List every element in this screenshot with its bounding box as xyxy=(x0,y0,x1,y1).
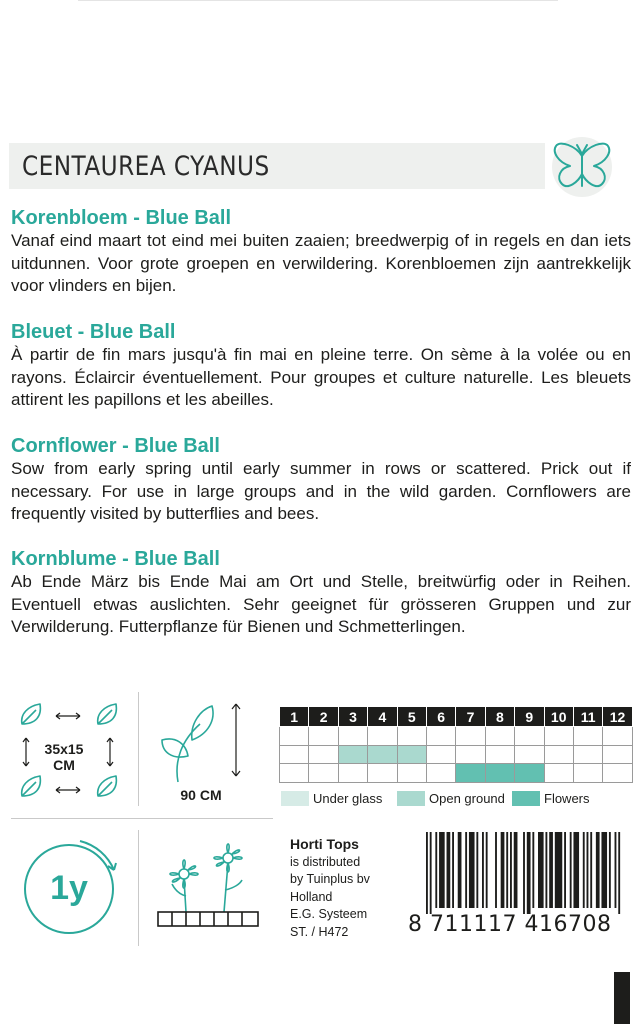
calendar-cell xyxy=(368,764,397,783)
legend-open-ground xyxy=(397,789,505,807)
calendar-month: 2 xyxy=(309,707,338,727)
calendar-cell xyxy=(515,727,544,746)
barcode-bar xyxy=(618,832,620,914)
legend-swatch xyxy=(281,791,309,806)
calendar-month: 12 xyxy=(603,707,632,727)
distributor-info xyxy=(290,836,370,941)
barcode-bar xyxy=(523,832,525,914)
legend-label: Flowers xyxy=(544,790,590,806)
barcode-bar xyxy=(587,832,589,908)
barcode-bar xyxy=(615,832,617,908)
calendar-cell xyxy=(426,764,455,783)
section-english xyxy=(11,434,631,526)
section-text: Sow from early spring until early summer in rows or scattered. Prick out if necessary. For use in large groups and in the wild garden. Cornflowers are frequently visited by butterflies and bees. xyxy=(11,459,631,523)
calendar-row-flowers xyxy=(280,764,633,783)
calendar-month: 1 xyxy=(280,707,309,727)
calendar-cell xyxy=(485,727,514,746)
barcode-bar xyxy=(590,832,592,908)
legend-label: Open ground xyxy=(429,790,505,806)
calendar-month: 10 xyxy=(544,707,573,727)
section-german xyxy=(11,547,631,639)
section-french xyxy=(11,320,631,412)
calendar-cell xyxy=(338,764,367,783)
barcode-bar xyxy=(549,832,553,908)
calendar-cell xyxy=(515,764,544,783)
calendar-cell xyxy=(456,764,485,783)
calendar-month: 8 xyxy=(485,707,514,727)
calendar-cell xyxy=(573,727,602,746)
calendar-row-under-glass xyxy=(280,727,633,746)
distributor-line: Holland xyxy=(290,889,333,904)
section-dutch xyxy=(11,206,631,298)
section-text: À partir de fin mars jusqu'à fin mai en pleine terre. On sème à la volée ou en rayons. Éclaircir éventuellement. Pour groupes et culture naturelle. Les bleuets attirent les papillons et les abeilles. xyxy=(11,345,631,409)
calendar-cell xyxy=(280,764,309,783)
barcode-bar xyxy=(452,832,454,908)
legend-under-glass xyxy=(281,789,382,807)
calendar-cell xyxy=(485,745,514,764)
barcode-bar xyxy=(469,832,475,908)
calendar-cell xyxy=(485,764,514,783)
calendar-cell xyxy=(515,745,544,764)
spacing-line2: CM xyxy=(53,757,75,773)
barcode-bar xyxy=(495,832,497,908)
plant-height-icon xyxy=(154,700,254,784)
calendar-cell xyxy=(280,727,309,746)
calendar-cell xyxy=(573,764,602,783)
calendar-cell xyxy=(544,727,573,746)
barcode-bar xyxy=(439,832,445,908)
icon-divider-horizontal xyxy=(11,818,273,819)
calendar-cell xyxy=(573,745,602,764)
section-text: Ab Ende März bis Ende Mai am Ort und Stelle, breitwürfig oder in Reihen. Eventuell etwas auslichten. Sehr geeignet für grösseren Gruppen und zur Verwilderung. Futterpflanze für Bienen und Schmetterlingen. xyxy=(11,572,631,636)
distributor-line: ST. / H472 xyxy=(290,924,349,939)
calendar-cell xyxy=(456,745,485,764)
calendar-cell xyxy=(397,745,426,764)
barcode-bar xyxy=(555,832,562,908)
calendar-cell xyxy=(280,745,309,764)
legend-flowers xyxy=(512,789,590,807)
section-text: Vanaf eind maart tot eind mei buiten zaaien; breedwerpig of in regels en dan iets uitdunnen. Voor grote groepen en verwildering. Korenbloemen zijn aantrekkelijk voor vlinders en bijen. xyxy=(11,231,631,295)
seed-tray-icon xyxy=(150,834,266,940)
barcode-bar xyxy=(458,832,462,908)
barcode-bar xyxy=(601,832,607,908)
distributor-line: E.G. Systeem xyxy=(290,907,368,921)
calendar-month: 5 xyxy=(397,707,426,727)
calendar-cell xyxy=(338,745,367,764)
calendar-month: 9 xyxy=(515,707,544,727)
calendar-cell xyxy=(368,745,397,764)
plant-height-value: 90 CM xyxy=(180,787,222,803)
calendar-cell xyxy=(368,727,397,746)
barcode-bar xyxy=(609,832,611,908)
barcode-bar xyxy=(596,832,600,908)
brand-name: Horti Tops xyxy=(290,836,359,852)
barcode-bar xyxy=(482,832,484,908)
calendar-cell xyxy=(456,727,485,746)
calendar-cell xyxy=(603,727,632,746)
calendar-month: 6 xyxy=(426,707,455,727)
barcode-bar xyxy=(538,832,544,908)
calendar-cell xyxy=(426,745,455,764)
barcode-bar xyxy=(506,832,508,908)
barcode-bar xyxy=(426,832,428,914)
calendar-cell xyxy=(397,727,426,746)
calendar-cell xyxy=(309,745,338,764)
barcode-bar xyxy=(573,832,579,908)
barcode-bar xyxy=(510,832,512,908)
barcode-bar xyxy=(564,832,566,908)
icon-divider-vertical-top xyxy=(138,692,139,806)
barcode-bar xyxy=(465,832,467,908)
calendar-cell xyxy=(309,764,338,783)
calendar-cell xyxy=(397,764,426,783)
calendar-cell xyxy=(544,764,573,783)
calendar-month: 11 xyxy=(573,707,602,727)
icon-divider-vertical-bottom xyxy=(138,830,139,946)
latin-name: CENTAUREA CYANUS xyxy=(22,151,270,182)
distributor-line: is distributed xyxy=(290,854,361,869)
calendar-cell xyxy=(426,727,455,746)
legend-swatch xyxy=(512,791,540,806)
section-title: Bleuet - Blue Ball xyxy=(11,321,176,343)
barcode-bar xyxy=(514,832,518,908)
calendar-cell xyxy=(603,764,632,783)
section-title: Kornblume - Blue Ball xyxy=(11,548,220,570)
barcode-bar xyxy=(476,832,478,908)
section-title: Korenbloem - Blue Ball xyxy=(11,207,232,229)
calendar-month: 4 xyxy=(368,707,397,727)
edge-bar xyxy=(614,972,630,1024)
barcode-bar xyxy=(532,832,534,908)
sowing-calendar xyxy=(279,706,633,783)
spacing-line1: 35x15 xyxy=(44,741,84,757)
spacing-value xyxy=(34,741,94,773)
barcode xyxy=(426,832,622,914)
butterfly-icon xyxy=(548,136,616,198)
barcode-digits: 8 711117 416708 xyxy=(408,912,612,937)
barcode-bar xyxy=(545,832,547,908)
lifecycle-label: 1y xyxy=(50,869,88,907)
barcode-bar xyxy=(447,832,451,908)
top-rule xyxy=(78,0,558,1)
calendar-cell xyxy=(338,727,367,746)
barcode-bar xyxy=(527,832,531,914)
barcode-bar xyxy=(486,832,488,908)
calendar-row-open-ground xyxy=(280,745,633,764)
calendar-month-row xyxy=(280,707,633,727)
calendar-cell xyxy=(544,745,573,764)
calendar-month: 7 xyxy=(456,707,485,727)
barcode-bar xyxy=(435,832,437,908)
section-title: Cornflower - Blue Ball xyxy=(11,435,220,457)
distributor-line: by Tuinplus bv xyxy=(290,872,370,886)
barcode-bar xyxy=(501,832,505,908)
legend-swatch xyxy=(397,791,425,806)
barcode-bar xyxy=(570,832,572,908)
barcode-bar xyxy=(430,832,432,914)
calendar-month: 3 xyxy=(338,707,367,727)
barcode-bar xyxy=(583,832,585,908)
calendar-cell xyxy=(603,745,632,764)
calendar-cell xyxy=(309,727,338,746)
legend-label: Under glass xyxy=(313,790,383,806)
